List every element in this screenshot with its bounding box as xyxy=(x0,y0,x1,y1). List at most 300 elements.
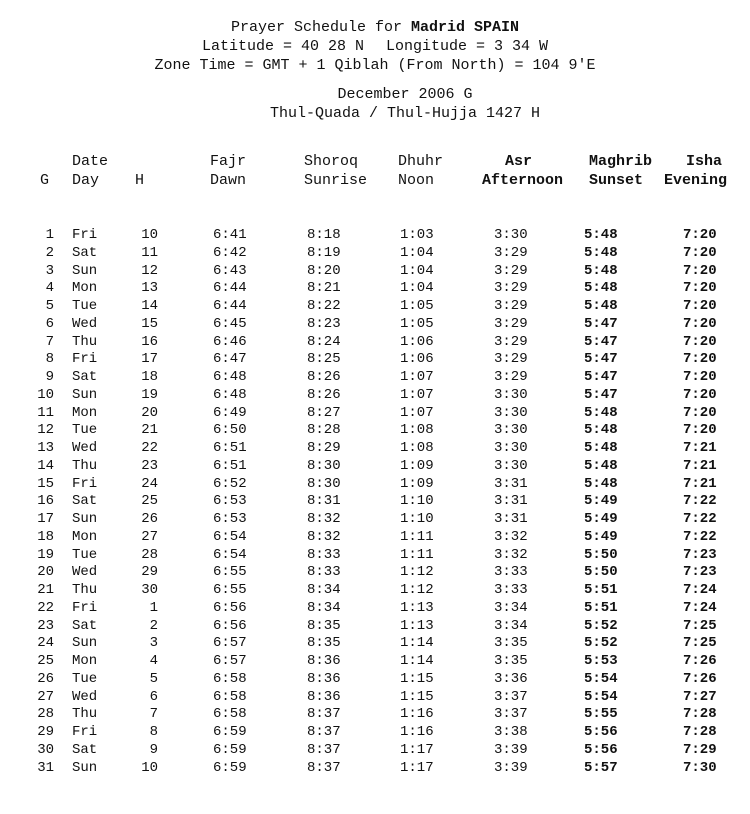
fajr-time-cell: 6:58 xyxy=(213,688,247,705)
hijri-date-cell: 15 xyxy=(141,315,158,332)
sunrise-time-cell: 8:25 xyxy=(307,351,341,368)
maghrib-time-cell: 5:50 xyxy=(584,564,618,581)
sunrise-time-cell: 8:36 xyxy=(307,653,341,669)
sunrise-time-cell: 8:34 xyxy=(307,582,341,598)
fajr-time-cell: 6:56 xyxy=(213,599,247,616)
gregorian-date-cell: 30 xyxy=(37,741,54,758)
fajr-time-cell: 6:54 xyxy=(213,546,247,563)
dhuhr-time-cell: 1:16 xyxy=(400,706,434,723)
dhuhr-time-cell: 1:16 xyxy=(400,724,434,740)
coordinates-line xyxy=(0,37,750,56)
gregorian-date-cell: 21 xyxy=(37,582,54,598)
hijri-date-cell: 24 xyxy=(141,475,158,492)
asr-time-cell: 3:30 xyxy=(494,404,528,421)
sunrise-time-cell: 8:32 xyxy=(307,528,341,545)
fajr-time-cell: 6:51 xyxy=(213,457,247,474)
weekday-cell: Thu xyxy=(72,457,98,474)
table-row xyxy=(0,387,750,405)
isha-time-cell: 7:23 xyxy=(683,546,717,563)
dhuhr-time-cell: 1:13 xyxy=(400,599,434,616)
col-header-fajr: Fajr xyxy=(210,153,247,170)
asr-time-cell: 3:30 xyxy=(494,457,528,474)
isha-time-cell: 7:20 xyxy=(683,244,717,261)
maghrib-time-cell: 5:54 xyxy=(584,670,618,687)
maghrib-time-cell: 5:49 xyxy=(584,493,618,510)
maghrib-time-cell: 5:48 xyxy=(584,404,618,421)
fajr-time-cell: 6:59 xyxy=(213,741,247,758)
weekday-cell: Fri xyxy=(72,724,98,740)
maghrib-time-cell: 5:50 xyxy=(584,546,618,563)
asr-time-cell: 3:30 xyxy=(494,386,528,403)
fajr-time-cell: 6:48 xyxy=(213,386,247,403)
asr-time-cell: 3:34 xyxy=(494,617,528,634)
fajr-time-cell: 6:57 xyxy=(213,635,247,652)
weekday-cell: Wed xyxy=(72,315,98,332)
weekday-cell: Fri xyxy=(72,227,98,243)
fajr-time-cell: 6:42 xyxy=(213,244,247,261)
zone-line xyxy=(0,56,750,75)
col-header-dawn: Dawn xyxy=(210,172,247,189)
dhuhr-time-cell: 1:08 xyxy=(400,422,434,439)
maghrib-time-cell: 5:49 xyxy=(584,511,618,527)
table-row xyxy=(0,600,750,618)
fajr-time-cell: 6:58 xyxy=(213,670,247,687)
dhuhr-time-cell: 1:08 xyxy=(400,440,434,456)
hijri-date-cell: 29 xyxy=(141,564,158,581)
isha-time-cell: 7:20 xyxy=(683,386,717,403)
table-row xyxy=(0,653,750,671)
month-block xyxy=(0,85,750,123)
dhuhr-time-cell: 1:04 xyxy=(400,262,434,279)
table-row xyxy=(0,511,750,529)
isha-time-cell: 7:20 xyxy=(683,298,717,314)
weekday-cell: Sat xyxy=(72,369,98,385)
weekday-cell: Wed xyxy=(72,688,98,705)
maghrib-time-cell: 5:48 xyxy=(584,262,618,279)
weekday-cell: Sat xyxy=(72,741,98,758)
dhuhr-time-cell: 1:17 xyxy=(400,741,434,758)
dhuhr-time-cell: 1:14 xyxy=(400,635,434,652)
fajr-time-cell: 6:49 xyxy=(213,404,247,421)
asr-time-cell: 3:31 xyxy=(494,493,528,510)
maghrib-time-cell: 5:48 xyxy=(584,298,618,314)
dhuhr-time-cell: 1:15 xyxy=(400,688,434,705)
table-row xyxy=(0,706,750,724)
hijri-date-cell: 21 xyxy=(141,422,158,439)
maghrib-time-cell: 5:47 xyxy=(584,315,618,332)
sunrise-time-cell: 8:22 xyxy=(307,298,341,314)
hijri-date-cell: 10 xyxy=(141,759,158,776)
maghrib-time-cell: 5:48 xyxy=(584,280,618,297)
fajr-time-cell: 6:55 xyxy=(213,564,247,581)
asr-time-cell: 3:35 xyxy=(494,653,528,669)
sunrise-time-cell: 8:34 xyxy=(307,599,341,616)
maghrib-time-cell: 5:47 xyxy=(584,333,618,350)
hijri-date-cell: 28 xyxy=(141,546,158,563)
isha-time-cell: 7:20 xyxy=(683,333,717,350)
maghrib-time-cell: 5:54 xyxy=(584,688,618,705)
asr-time-cell: 3:38 xyxy=(494,724,528,740)
isha-time-cell: 7:21 xyxy=(683,475,717,492)
gregorian-date-cell: 25 xyxy=(37,653,54,669)
fajr-time-cell: 6:54 xyxy=(213,528,247,545)
dhuhr-time-cell: 1:04 xyxy=(400,280,434,297)
table-row xyxy=(0,582,750,600)
sunrise-time-cell: 8:36 xyxy=(307,688,341,705)
fajr-time-cell: 6:45 xyxy=(213,315,247,332)
weekday-cell: Thu xyxy=(72,706,98,723)
hijri-date-cell: 17 xyxy=(141,351,158,368)
asr-time-cell: 3:37 xyxy=(494,706,528,723)
asr-time-cell: 3:39 xyxy=(494,741,528,758)
latitude: Latitude = 40 28 N xyxy=(201,38,364,55)
fajr-time-cell: 6:53 xyxy=(213,493,247,510)
maghrib-time-cell: 5:47 xyxy=(584,386,618,403)
col-header-sunset: Sunset xyxy=(589,172,644,189)
country-name: SPAIN xyxy=(474,19,520,36)
sunrise-time-cell: 8:23 xyxy=(307,315,341,332)
city-name: Madrid xyxy=(411,19,466,36)
asr-time-cell: 3:32 xyxy=(494,528,528,545)
maghrib-time-cell: 5:48 xyxy=(584,440,618,456)
gregorian-month: December 2006 G xyxy=(337,86,473,103)
sunrise-time-cell: 8:33 xyxy=(307,564,341,581)
weekday-cell: Tue xyxy=(72,422,98,439)
dhuhr-time-cell: 1:03 xyxy=(400,227,434,243)
fajr-time-cell: 6:44 xyxy=(213,298,247,314)
table-row xyxy=(0,671,750,689)
table-row xyxy=(0,298,750,316)
dhuhr-time-cell: 1:06 xyxy=(400,351,434,368)
maghrib-time-cell: 5:48 xyxy=(584,227,618,243)
isha-time-cell: 7:21 xyxy=(683,457,717,474)
sunrise-time-cell: 8:30 xyxy=(307,475,341,492)
gregorian-date-cell: 20 xyxy=(37,564,54,581)
table-row xyxy=(0,547,750,565)
gregorian-date-cell: 26 xyxy=(37,670,54,687)
hijri-date-cell: 16 xyxy=(141,333,158,350)
weekday-cell: Sun xyxy=(72,386,98,403)
dhuhr-time-cell: 1:14 xyxy=(400,653,434,669)
hijri-date-cell: 3 xyxy=(149,635,158,652)
isha-time-cell: 7:21 xyxy=(683,440,717,456)
weekday-cell: Mon xyxy=(72,404,98,421)
maghrib-time-cell: 5:52 xyxy=(584,635,618,652)
table-row xyxy=(0,422,750,440)
fajr-time-cell: 6:43 xyxy=(213,262,247,279)
sunrise-time-cell: 8:31 xyxy=(307,493,341,510)
hijri-date-cell: 27 xyxy=(141,528,158,545)
maghrib-time-cell: 5:47 xyxy=(584,369,618,385)
dhuhr-time-cell: 1:04 xyxy=(400,244,434,261)
asr-time-cell: 3:33 xyxy=(494,582,528,598)
table-row xyxy=(0,689,750,707)
hijri-date-cell: 1 xyxy=(149,599,158,616)
sunrise-time-cell: 8:26 xyxy=(307,369,341,385)
asr-time-cell: 3:32 xyxy=(494,546,528,563)
asr-time-cell: 3:30 xyxy=(494,227,528,243)
gregorian-date-cell: 6 xyxy=(45,315,54,332)
asr-time-cell: 3:34 xyxy=(494,599,528,616)
fajr-time-cell: 6:56 xyxy=(213,617,247,634)
hijri-date-cell: 5 xyxy=(149,670,158,687)
col-header-isha: Isha xyxy=(686,153,723,170)
table-row xyxy=(0,760,750,778)
fajr-time-cell: 6:52 xyxy=(213,475,247,492)
asr-time-cell: 3:30 xyxy=(494,440,528,456)
sunrise-time-cell: 8:35 xyxy=(307,635,341,652)
isha-time-cell: 7:28 xyxy=(683,724,717,740)
sunrise-time-cell: 8:35 xyxy=(307,617,341,634)
table-row xyxy=(0,351,750,369)
asr-time-cell: 3:29 xyxy=(494,262,528,279)
gregorian-date-cell: 4 xyxy=(45,280,54,297)
gregorian-date-cell: 22 xyxy=(37,599,54,616)
table-row xyxy=(0,280,750,298)
hijri-date-cell: 9 xyxy=(149,741,158,758)
col-header-evening: Evening xyxy=(664,172,728,189)
dhuhr-time-cell: 1:09 xyxy=(400,457,434,474)
dhuhr-time-cell: 1:07 xyxy=(400,404,434,421)
maghrib-time-cell: 5:48 xyxy=(584,475,618,492)
col-header-g: G xyxy=(40,172,50,189)
table-row xyxy=(0,405,750,423)
weekday-cell: Tue xyxy=(72,670,98,687)
isha-time-cell: 7:25 xyxy=(683,617,717,634)
dhuhr-time-cell: 1:06 xyxy=(400,333,434,350)
sunrise-time-cell: 8:21 xyxy=(307,280,341,297)
dhuhr-time-cell: 1:05 xyxy=(400,315,434,332)
dhuhr-time-cell: 1:09 xyxy=(400,475,434,492)
isha-time-cell: 7:22 xyxy=(683,528,717,545)
maghrib-time-cell: 5:56 xyxy=(584,724,618,740)
isha-time-cell: 7:27 xyxy=(683,688,717,705)
isha-time-cell: 7:20 xyxy=(683,280,717,297)
gregorian-date-cell: 28 xyxy=(37,706,54,723)
sunrise-time-cell: 8:37 xyxy=(307,759,341,776)
sunrise-time-cell: 8:18 xyxy=(307,227,341,243)
asr-time-cell: 3:29 xyxy=(494,369,528,385)
hijri-date-cell: 12 xyxy=(141,262,158,279)
gregorian-date-cell: 16 xyxy=(37,493,54,510)
fajr-time-cell: 6:59 xyxy=(213,724,247,740)
maghrib-time-cell: 5:56 xyxy=(584,741,618,758)
sunrise-time-cell: 8:37 xyxy=(307,724,341,740)
weekday-cell: Mon xyxy=(72,653,98,669)
maghrib-time-cell: 5:48 xyxy=(584,244,618,261)
fajr-time-cell: 6:46 xyxy=(213,333,247,350)
dhuhr-time-cell: 1:11 xyxy=(400,546,434,563)
hijri-date-cell: 14 xyxy=(141,298,158,314)
table-row xyxy=(0,564,750,582)
isha-time-cell: 7:28 xyxy=(683,706,717,723)
sunrise-time-cell: 8:33 xyxy=(307,546,341,563)
table-row xyxy=(0,334,750,352)
gregorian-date-cell: 27 xyxy=(37,688,54,705)
sunrise-time-cell: 8:32 xyxy=(307,511,341,527)
table-row xyxy=(0,227,750,245)
zone-time: Zone Time = GMT + 1 xyxy=(154,57,326,74)
gregorian-date-cell: 12 xyxy=(37,422,54,439)
weekday-cell: Sat xyxy=(72,617,98,634)
schedule-table-body xyxy=(0,227,750,777)
table-row xyxy=(0,476,750,494)
sunrise-time-cell: 8:20 xyxy=(307,262,341,279)
sunrise-time-cell: 8:29 xyxy=(307,440,341,456)
hijri-date-cell: 8 xyxy=(149,724,158,740)
gregorian-date-cell: 13 xyxy=(37,440,54,456)
gregorian-date-cell: 5 xyxy=(45,298,54,314)
hijri-date-cell: 26 xyxy=(141,511,158,527)
fajr-time-cell: 6:47 xyxy=(213,351,247,368)
table-row xyxy=(0,493,750,511)
weekday-cell: Wed xyxy=(72,564,98,581)
isha-time-cell: 7:26 xyxy=(683,670,717,687)
sunrise-time-cell: 8:19 xyxy=(307,244,341,261)
title-line xyxy=(0,18,750,37)
hijri-date-cell: 23 xyxy=(141,457,158,474)
hijri-date-cell: 4 xyxy=(149,653,158,669)
hijri-date-cell: 30 xyxy=(141,582,158,598)
sunrise-time-cell: 8:26 xyxy=(307,386,341,403)
col-header-h: H xyxy=(135,172,145,189)
table-row xyxy=(0,742,750,760)
sunrise-time-cell: 8:37 xyxy=(307,741,341,758)
weekday-cell: Fri xyxy=(72,351,98,368)
dhuhr-time-cell: 1:07 xyxy=(400,369,434,385)
table-row xyxy=(0,724,750,742)
weekday-cell: Fri xyxy=(72,599,98,616)
col-header-asr: Asr xyxy=(505,153,533,170)
hijri-date-cell: 25 xyxy=(141,493,158,510)
weekday-cell: Sun xyxy=(72,635,98,652)
gregorian-date-cell: 18 xyxy=(37,528,54,545)
table-row xyxy=(0,245,750,263)
asr-time-cell: 3:31 xyxy=(494,511,528,527)
fajr-time-cell: 6:57 xyxy=(213,653,247,669)
hijri-date-cell: 18 xyxy=(141,369,158,385)
dhuhr-time-cell: 1:11 xyxy=(400,528,434,545)
dhuhr-time-cell: 1:15 xyxy=(400,670,434,687)
weekday-cell: Fri xyxy=(72,475,98,492)
schedule-header xyxy=(0,18,750,123)
asr-time-cell: 3:33 xyxy=(494,564,528,581)
dhuhr-time-cell: 1:07 xyxy=(400,386,434,403)
hijri-date-cell: 2 xyxy=(149,617,158,634)
col-header-date: Date xyxy=(72,153,109,170)
isha-time-cell: 7:20 xyxy=(683,315,717,332)
gregorian-date-cell: 9 xyxy=(45,369,54,385)
maghrib-time-cell: 5:57 xyxy=(584,759,618,776)
weekday-cell: Tue xyxy=(72,546,98,563)
isha-time-cell: 7:23 xyxy=(683,564,717,581)
table-row xyxy=(0,263,750,281)
sunrise-time-cell: 8:30 xyxy=(307,457,341,474)
isha-time-cell: 7:20 xyxy=(683,404,717,421)
fajr-time-cell: 6:53 xyxy=(213,511,247,527)
sunrise-time-cell: 8:36 xyxy=(307,670,341,687)
isha-time-cell: 7:20 xyxy=(683,422,717,439)
asr-time-cell: 3:35 xyxy=(494,635,528,652)
fajr-time-cell: 6:50 xyxy=(213,422,247,439)
asr-time-cell: 3:29 xyxy=(494,351,528,368)
isha-time-cell: 7:22 xyxy=(683,511,717,527)
weekday-cell: Sun xyxy=(72,262,98,279)
sunrise-time-cell: 8:28 xyxy=(307,422,341,439)
isha-time-cell: 7:24 xyxy=(683,599,717,616)
maghrib-time-cell: 5:47 xyxy=(584,351,618,368)
asr-time-cell: 3:29 xyxy=(494,315,528,332)
sunrise-time-cell: 8:27 xyxy=(307,404,341,421)
dhuhr-time-cell: 1:05 xyxy=(400,298,434,314)
table-row xyxy=(0,316,750,334)
sunrise-time-cell: 8:37 xyxy=(307,706,341,723)
isha-time-cell: 7:24 xyxy=(683,582,717,598)
isha-time-cell: 7:20 xyxy=(683,262,717,279)
table-row xyxy=(0,618,750,636)
maghrib-time-cell: 5:52 xyxy=(584,617,618,634)
maghrib-time-cell: 5:51 xyxy=(584,599,618,616)
hijri-date-cell: 20 xyxy=(141,404,158,421)
hijri-date-cell: 11 xyxy=(141,244,158,261)
hijri-date-cell: 13 xyxy=(141,280,158,297)
dhuhr-time-cell: 1:10 xyxy=(400,493,434,510)
table-row xyxy=(0,458,750,476)
gregorian-date-cell: 31 xyxy=(37,759,54,776)
dhuhr-time-cell: 1:17 xyxy=(400,759,434,776)
asr-time-cell: 3:29 xyxy=(494,333,528,350)
col-header-afternoon: Afternoon xyxy=(482,172,564,189)
isha-time-cell: 7:29 xyxy=(683,741,717,758)
gregorian-date-cell: 24 xyxy=(37,635,54,652)
isha-time-cell: 7:20 xyxy=(683,351,717,368)
gregorian-date-cell: 8 xyxy=(45,351,54,368)
fajr-time-cell: 6:51 xyxy=(213,440,247,456)
col-header-sunrise: Sunrise xyxy=(304,172,368,189)
hijri-date-cell: 6 xyxy=(149,688,158,705)
dhuhr-time-cell: 1:12 xyxy=(400,564,434,581)
fajr-time-cell: 6:55 xyxy=(213,582,247,598)
table-row xyxy=(0,635,750,653)
dhuhr-time-cell: 1:13 xyxy=(400,617,434,634)
weekday-cell: Tue xyxy=(72,298,98,314)
weekday-cell: Sat xyxy=(72,244,98,261)
weekday-cell: Sun xyxy=(72,759,98,776)
col-header-maghrib: Maghrib xyxy=(589,153,653,170)
col-header-noon: Noon xyxy=(398,172,435,189)
title-prefix: Prayer Schedule for xyxy=(230,19,402,36)
asr-time-cell: 3:37 xyxy=(494,688,528,705)
gregorian-date-cell: 23 xyxy=(37,617,54,634)
qiblah: Qiblah (From North) = 104 9'E xyxy=(334,57,596,74)
col-header-shoroq: Shoroq xyxy=(304,153,359,170)
weekday-cell: Sat xyxy=(72,493,98,510)
gregorian-date-cell: 17 xyxy=(37,511,54,527)
weekday-cell: Wed xyxy=(72,440,98,456)
fajr-time-cell: 6:41 xyxy=(213,227,247,243)
hijri-date-cell: 22 xyxy=(141,440,158,456)
gregorian-date-cell: 11 xyxy=(37,404,54,421)
gregorian-date-cell: 1 xyxy=(45,227,54,243)
weekday-cell: Thu xyxy=(72,582,98,598)
col-header-dhuhr: Dhuhr xyxy=(398,153,444,170)
isha-time-cell: 7:25 xyxy=(683,635,717,652)
asr-time-cell: 3:29 xyxy=(494,244,528,261)
weekday-cell: Sun xyxy=(72,511,98,527)
isha-time-cell: 7:22 xyxy=(683,493,717,510)
dhuhr-time-cell: 1:10 xyxy=(400,511,434,527)
maghrib-time-cell: 5:55 xyxy=(584,706,618,723)
